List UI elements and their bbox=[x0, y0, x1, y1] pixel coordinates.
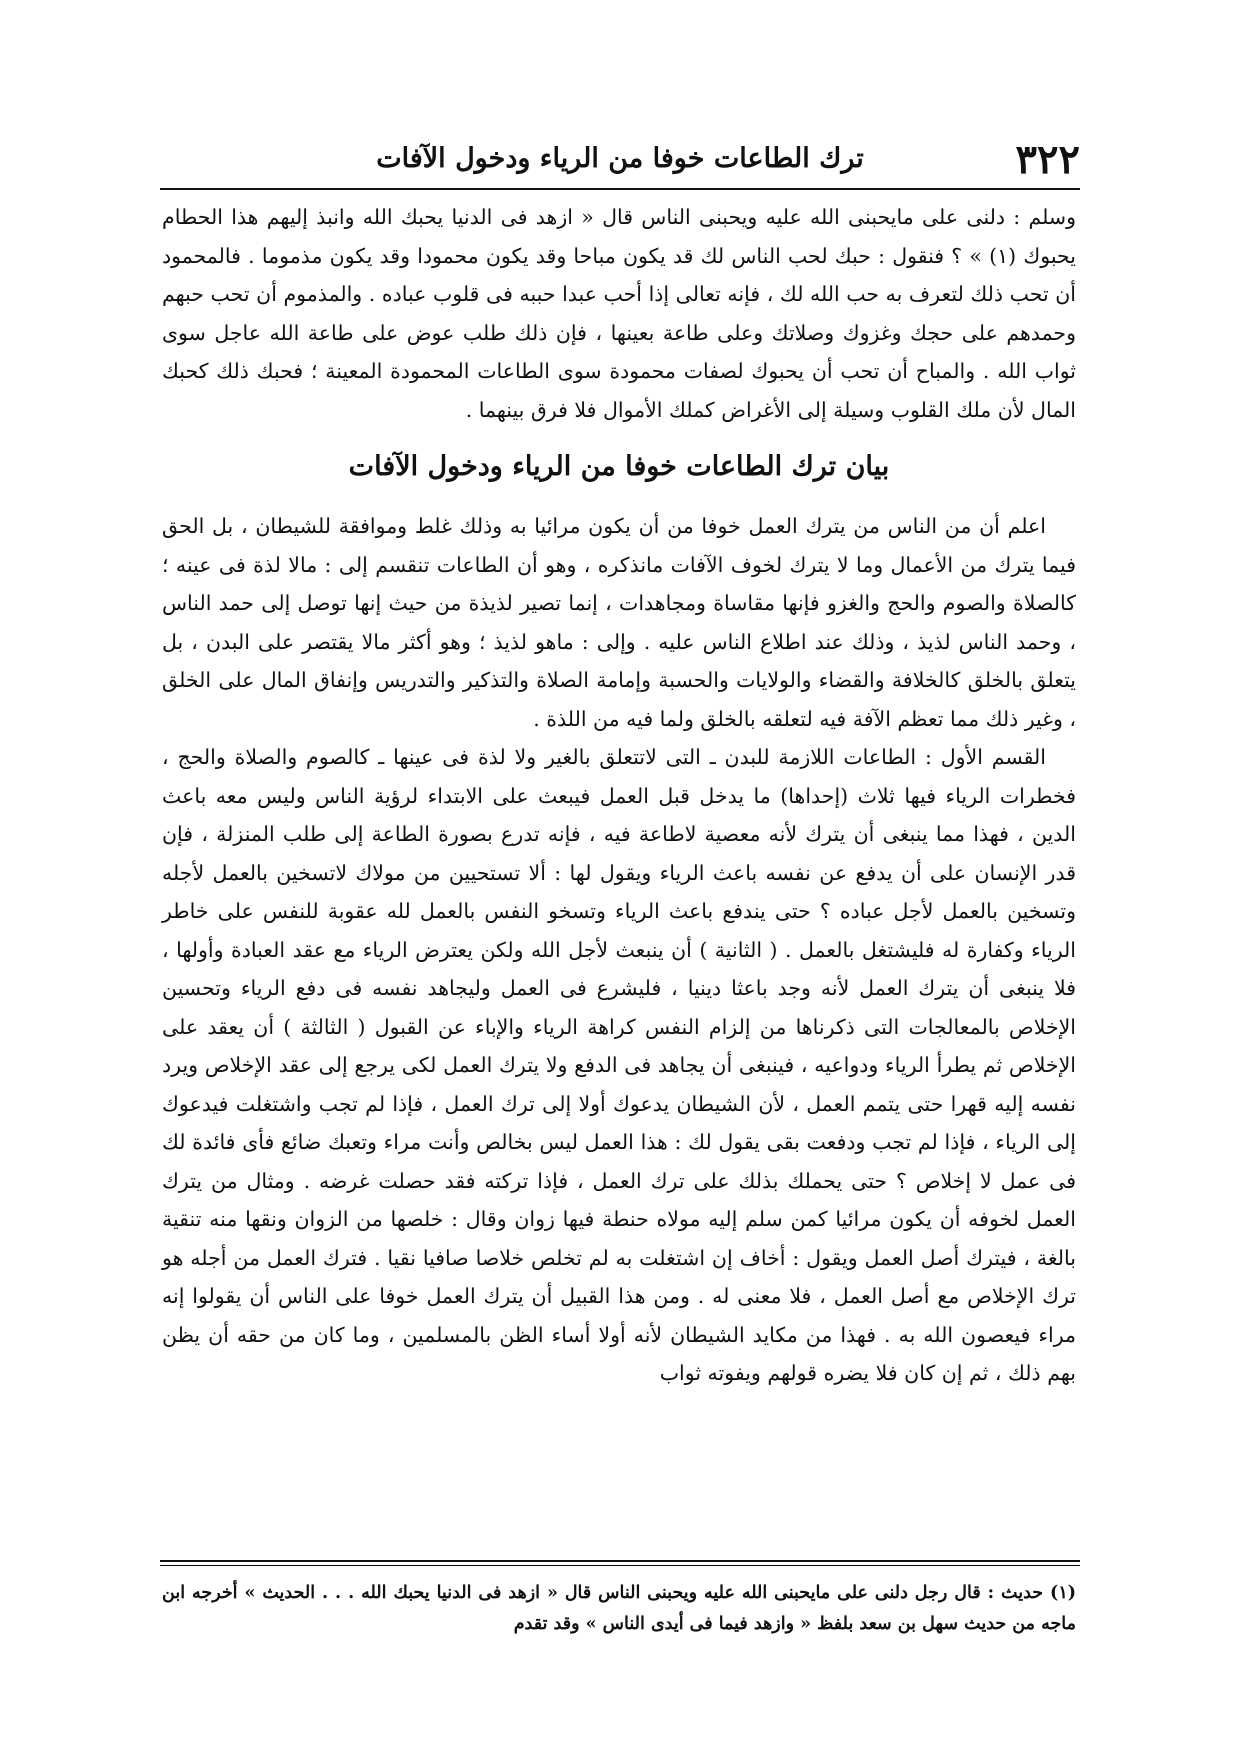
paragraph: اعلم أن من الناس من يترك العمل خوفا من أن يكون مرائيا به وذلك غلط وموافقة للشيطان ، بل الحق فيما يترك من الأعمال وما لا يترك لخوف الآفات مانذكره ، وهو أن الطاعات تنقسم إلى : مالا لذة فى عينه ؛ كالصلاة والصوم والحج والغزو فإنها مقاساة ومجاهدات ، إنما تصير لذيذة من حيث إنها توصل إلى حمد الناس ، وحمد الناس لذيذ ، وذلك عند اطلاع الناس عليه . وإلى : ماهو لذيذ ؛ وهو أكثر مالا يقتصر على البدن ، بل يتعلق بالخلق كالخلافة والقضاء والولايات والحسبة وإمامة الصلاة والتذكير والتدريس وإنفاق المال على الخلق ، وغير ذلك مما تعظم الآفة فيه لتعلقه بالخلق ولما فيه من اللذة . bbox=[162, 514, 1076, 731]
footnote-rule bbox=[160, 1560, 1080, 1562]
running-title: ترك الطاعات خوفا من الرياء ودخول الآفات bbox=[376, 143, 864, 174]
header-rule bbox=[160, 188, 1080, 190]
footnote-rule-thin bbox=[160, 1565, 1080, 1566]
footnote bbox=[162, 1578, 1076, 1640]
paragraph: القسم الأول : الطاعات اللازمة للبدن ـ التى لاتتعلق بالغير ولا لذة فى عينها ـ كالصوم والصلاة والحج ، فخطرات الرياء فيها ثلاث (إحداها) ما يدخل قبل العمل فيبعث على الابتداء لرؤية الناس وليس معه باعث الدين ، فهذا مما ينبغى أن يترك لأنه معصية لاطاعة فيه ، فإنه تدرع بصورة الطاعة إلى طلب المنزلة ، فإن قدر الإنسان على أن يدفع عن نفسه باعث الرياء ويقول لها : ألا تستحيين من مولاك لاتسخين بالعمل لأجله وتسخين بالعمل لأجل عباده ؟ حتى يندفع باعث الرياء وتسخو النفس بالعمل لله عقوبة للنفس على خاطر الرياء وكفارة له فليشتغل بالعمل . ( الثانية ) أن ينبعث لأجل الله ولكن يعترض الرياء مع عقد العبادة وأولها ، فلا ينبغى أن يترك العمل لأنه وجد باعثا دينيا ، فليشرع فى العمل وليجاهد نفسه فى دفع الرياء وتحسين الإخلاص بالمعالجات التى ذكرناها من إلزام النفس كراهة الرياء والإباء عن القبول ( الثالثة ) أن يعقد على الإخلاص ثم يطرأ الرياء ودواعيه ، فينبغى أن يجاهد فى الدفع ولا يترك العمل لكى يرجع إلى عقد الإخلاص ويرد نفسه إليه قهرا حتى يتمم العمل ، لأن الشيطان يدعوك أولا إلى ترك العمل ، فإذا لم تجب واشتغلت فيدعوك إلى الرياء ، فإذا لم تجب ودفعت بقى يقول لك : هذا العمل ليس بخالص وأنت مراء وتعبك ضائع فأى فائدة لك فى عمل لا إخلاص ؟ حتى يحملك بذلك على ترك العمل ، فإذا تركته فقد حصلت غرضه . ومثال من يترك العمل لخوفه أن يكون مرائيا كمن سلم إليه مولاه حنطة فيها زوان وقال : خلصها من الزوان ونقها منه تنقية بالغة ، فيترك أصل العمل ويقول : أخاف إن اشتغلت به لم تخلص خلاصا صافيا نقيا . فترك العمل من أجله هو ترك الإخلاص مع أصل العمل ، فلا معنى له . ومن هذا القبيل أن يترك العمل خوفا على الناس أن يقولوا إنه مراء فيعصون الله به . فهذا من مكايد الشيطان لأنه أولا أساء الظن بالمسلمين ، وما كان من حقه أن يظن بهم ذلك ، ثم إن كان فلا يضره قولهم ويفوته ثواب bbox=[162, 745, 1076, 1385]
page-number: ٣٢٢ bbox=[1015, 136, 1080, 183]
page-header bbox=[160, 135, 1080, 185]
main-text bbox=[162, 198, 1076, 1393]
paragraph: وسلم : دلنى على مايحبنى الله عليه ويحبنى الناس قال « ازهد فى الدنيا يحبك الله وانبذ إليهم هذا الحطام يحبوك (١) » ؟ فنقول : حبك لحب الناس لك قد يكون مباحا وقد يكون محمودا وقد يكون مذموما . فالمحمود أن تحب ذلك لتعرف به حب الله لك ، فإنه تعالى إذا أحب عبدا حببه فى قلوب عباده . والمذموم أن تحب حبهم وحمدهم على حجك وغزوك وصلاتك وعلى طاعة بعينها ، فإن ذلك طلب عوض على طاعة الله عاجل سوى ثواب الله . والمباح أن تحب أن يحبوك لصفات محمودة سوى الطاعات المحمودة المعينة ؛ فحبك ذلك كحبك المال لأن ملك القلوب وسيلة إلى الأغراض كملك الأموال فلا فرق بينهما . bbox=[162, 205, 1076, 422]
footnote-text: (١) حديث : قال رجل دلنى على مايحبنى الله عليه ويحبنى الناس قال « ازهد فى الدنيا يحبك الله . . . الحديث » أخرجه ابن ماجه من حديث سهل بن سعد بلفظ « وازهد فيما فى أيدى الناس » وقد تقدم bbox=[162, 1583, 1076, 1634]
section-title: بيان ترك الطاعات خوفا من الرياء ودخول الآفات bbox=[348, 451, 890, 482]
